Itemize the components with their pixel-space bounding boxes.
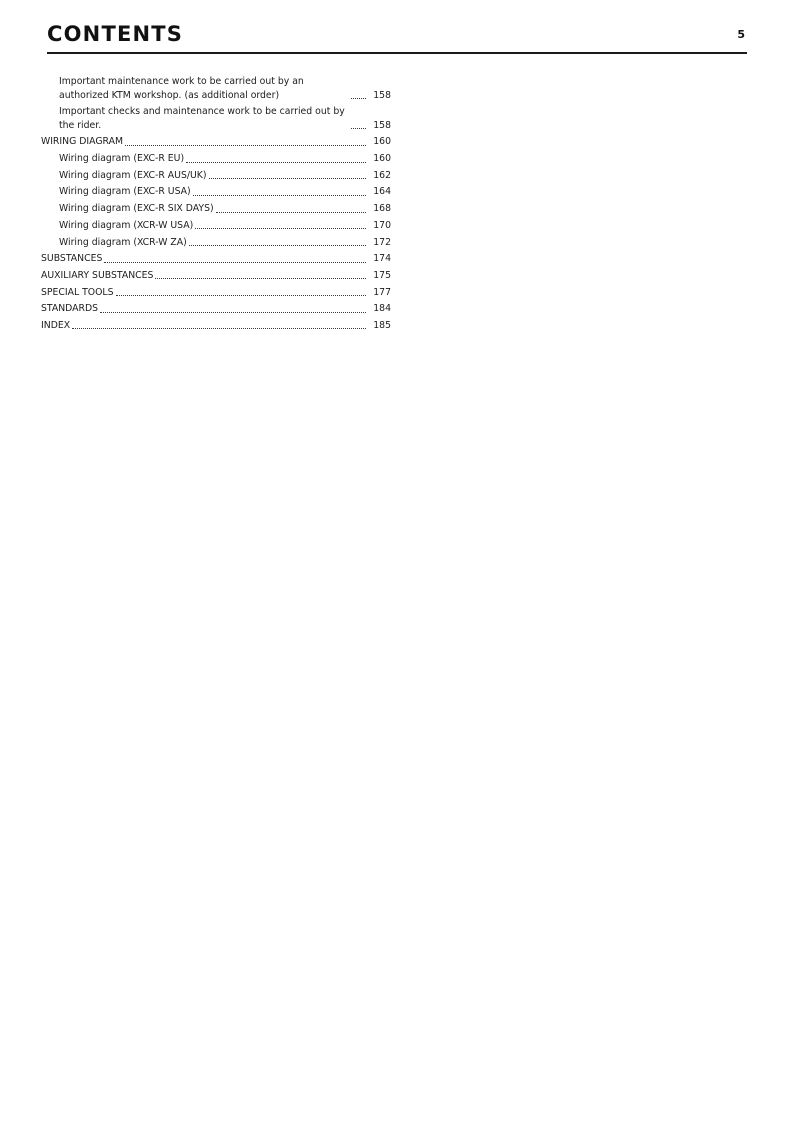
toc-entry[interactable]: [41, 135, 391, 149]
toc-entry[interactable]: [41, 252, 391, 266]
toc-entry-label: AUXILIARY SUBSTANCES: [41, 269, 154, 281]
toc-leader-dots: [186, 161, 366, 163]
toc-entry[interactable]: [41, 319, 391, 333]
toc-entry[interactable]: [41, 286, 391, 300]
toc-leader-dots: [72, 327, 366, 329]
toc-entry-page: 174: [373, 253, 391, 265]
toc-leader-dots: [116, 294, 366, 296]
toc-leader-dots: [195, 227, 366, 229]
toc-entry[interactable]: [41, 269, 391, 283]
toc-leader-dots: [351, 97, 366, 99]
toc-entry-label: SUBSTANCES: [41, 253, 103, 265]
toc-entry-page: 160: [373, 153, 391, 165]
header-divider: [47, 52, 747, 54]
toc-entry-page: 170: [373, 219, 391, 231]
toc-entry-label: Wiring diagram (EXC-R SIX DAYS): [59, 203, 214, 215]
toc-leader-dots: [100, 311, 366, 313]
toc-entry-page: 177: [373, 286, 391, 298]
toc-entry-page: 164: [373, 186, 391, 198]
toc-entry[interactable]: [41, 185, 391, 199]
toc-leader-dots: [125, 144, 366, 146]
toc-entry-label: STANDARDS: [41, 303, 99, 315]
toc-entry[interactable]: [41, 236, 391, 250]
toc-entry[interactable]: [41, 302, 391, 316]
toc-entry[interactable]: [41, 75, 391, 102]
toc-entry-label: WIRING DIAGRAM: [41, 136, 124, 148]
toc-entry-page: 172: [373, 236, 391, 248]
toc-entry[interactable]: [41, 105, 391, 132]
toc-leader-dots: [155, 277, 366, 279]
toc-entry-label: Wiring diagram (XCR-W ZA): [59, 236, 187, 248]
toc-entry-page: 162: [373, 169, 391, 181]
toc-entry-label: Important maintenance work to be carried out by an authorized KTM workshop. (as additional order): [59, 76, 304, 101]
toc-entry[interactable]: [41, 169, 391, 183]
toc-entry-label: Important checks and maintenance work to be carried out by the rider.: [59, 106, 345, 131]
toc-entry-label: Wiring diagram (EXC-R USA): [59, 186, 191, 198]
page-number: 5: [737, 28, 745, 41]
toc-entry-page: 158: [373, 89, 391, 101]
toc-leader-dots: [351, 127, 366, 129]
toc-entry[interactable]: [41, 219, 391, 233]
page-title: CONTENTS: [47, 22, 184, 46]
toc-entry-page: 185: [373, 319, 391, 331]
toc-entry-label: Wiring diagram (EXC-R EU): [59, 153, 185, 165]
toc-entry-page: 160: [373, 136, 391, 148]
toc-leader-dots: [193, 194, 366, 196]
toc-entry-label: INDEX: [41, 319, 71, 331]
toc-entry[interactable]: [41, 202, 391, 216]
toc-leader-dots: [209, 177, 366, 179]
toc-leader-dots: [216, 211, 366, 213]
toc-leader-dots: [104, 261, 366, 263]
table-of-contents: [41, 75, 391, 336]
toc-entry-label: Wiring diagram (EXC-R AUS/UK): [59, 169, 207, 181]
toc-entry-label: SPECIAL TOOLS: [41, 286, 114, 298]
toc-entry-page: 158: [373, 119, 391, 131]
toc-entry-label: Wiring diagram (XCR-W USA): [59, 219, 194, 231]
toc-leader-dots: [189, 244, 366, 246]
page-header: [47, 22, 747, 56]
toc-entry-page: 168: [373, 203, 391, 215]
toc-entry-page: 175: [373, 269, 391, 281]
toc-entry[interactable]: [41, 152, 391, 166]
toc-entry-page: 184: [373, 303, 391, 315]
